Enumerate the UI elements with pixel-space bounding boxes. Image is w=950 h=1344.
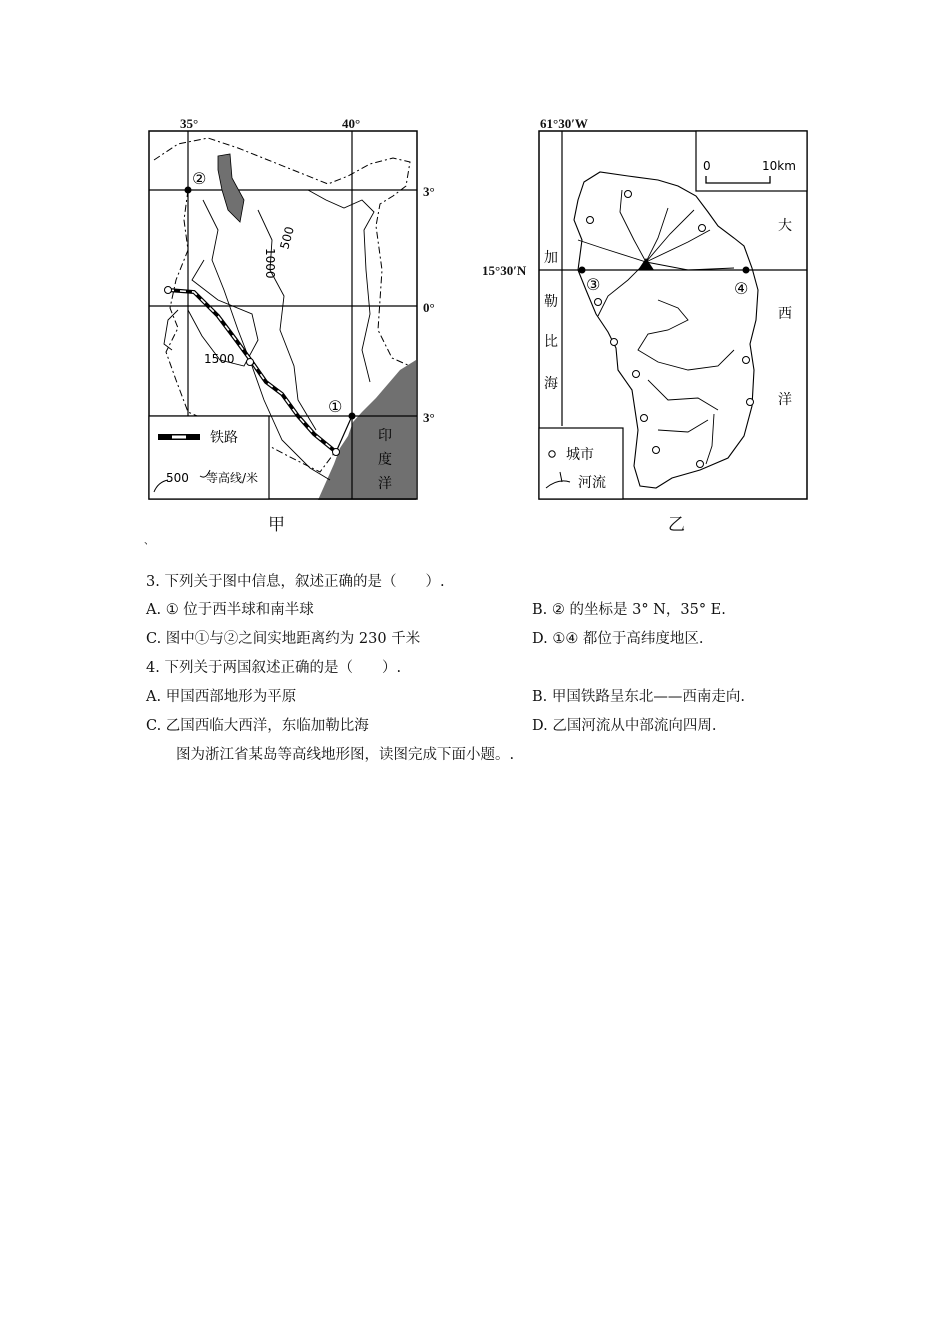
city-dot xyxy=(653,447,660,454)
stray-mark: 、 xyxy=(144,536,154,547)
scale-ten-label: 10km xyxy=(762,159,796,173)
sea-char-1: 加 xyxy=(544,250,558,266)
legend-city-label: 城市 xyxy=(566,447,594,463)
caption-yi: 乙 xyxy=(668,515,685,535)
lat-3s-label: 3° xyxy=(423,410,435,425)
legend-contour-num: 500 xyxy=(166,471,189,485)
contour-500-label: 500 xyxy=(277,225,297,251)
sea-char-4: 海 xyxy=(544,376,558,392)
city-dot xyxy=(587,217,594,224)
legend-contour-label: 等高线/米 xyxy=(206,471,259,485)
city-dot xyxy=(747,399,754,406)
scale-zero-label: 0 xyxy=(703,159,711,173)
question-4-stem: 4. 下列关于两国叙述正确的是（ ）. xyxy=(146,660,402,676)
q4-option-a: A. 甲国西部地形为平原 xyxy=(146,689,297,705)
city-dot xyxy=(611,339,618,346)
lon-35-label: 35° xyxy=(180,116,199,131)
sea-char-2: 勒 xyxy=(544,294,558,310)
city-dot xyxy=(633,371,640,378)
map-jia-figure xyxy=(148,130,420,502)
lat-15-30-n-label: 15°30′N xyxy=(482,263,527,278)
marker-1: ① xyxy=(328,397,343,416)
marker-2: ② xyxy=(192,169,207,188)
ocean-char-2: 度 xyxy=(378,452,392,468)
city-dot xyxy=(699,225,706,232)
contour-1000-label: 1000 xyxy=(263,248,277,279)
ocean-east-char-2: 西 xyxy=(778,306,792,322)
lon-40-label: 40° xyxy=(342,116,361,131)
legend-box-jia xyxy=(149,416,269,499)
q3-option-b: B. ② 的坐标是 3° N，35° E. xyxy=(532,602,726,618)
contour-1500-label: 1500 xyxy=(204,352,235,366)
city-dot xyxy=(247,359,254,366)
point-3-dot xyxy=(579,267,586,274)
city-dot xyxy=(625,191,632,198)
point-2-dot xyxy=(185,187,192,194)
lake-turkana xyxy=(218,154,244,222)
point-4-dot xyxy=(743,267,750,274)
city-dot xyxy=(333,449,340,456)
legend-river-label: 河流 xyxy=(578,475,606,491)
city-dot xyxy=(743,357,750,364)
ocean-char-1: 印 xyxy=(378,428,392,444)
city-dot xyxy=(641,415,648,422)
legend-railway-label: 铁路 xyxy=(210,430,238,446)
marker-3: ③ xyxy=(586,275,601,294)
lat-0-label: 0° xyxy=(423,300,435,315)
intro-text: 图为浙江省某岛等高线地形图，读图完成下面小题。. xyxy=(176,747,515,763)
ocean-char-3: 洋 xyxy=(378,476,392,492)
q3-option-c: C. 图中①与②之间实地距离约为 230 千米 xyxy=(146,631,421,647)
question-3-stem: 3. 下列关于图中信息，叙述正确的是（ ）. xyxy=(146,574,445,590)
q3-option-d: D. ①④ 都位于高纬度地区. xyxy=(532,631,704,647)
city-dot xyxy=(697,461,704,468)
lat-3n-label: 3° xyxy=(423,184,435,199)
city-dot xyxy=(165,287,172,294)
lon-61-30-w-label: 61°30′W xyxy=(540,116,588,131)
caption-jia: 甲 xyxy=(268,515,285,535)
q3-option-a: A. ① 位于西半球和南半球 xyxy=(146,602,314,618)
q4-option-d: D. 乙国河流从中部流向四周. xyxy=(532,718,717,734)
indian-ocean-area xyxy=(318,360,416,500)
map-yi-figure xyxy=(538,130,810,502)
sea-char-3: 比 xyxy=(544,334,558,350)
marker-4: ④ xyxy=(734,279,749,298)
point-1-dot xyxy=(349,413,356,420)
ocean-east-char-3: 洋 xyxy=(778,392,792,408)
ocean-east-char-1: 大 xyxy=(778,218,792,234)
q4-option-b: B. 甲国铁路呈东北——西南走向. xyxy=(532,689,745,705)
q4-option-c: C. 乙国西临大西洋，东临加勒比海 xyxy=(146,718,369,734)
city-dot xyxy=(595,299,602,306)
